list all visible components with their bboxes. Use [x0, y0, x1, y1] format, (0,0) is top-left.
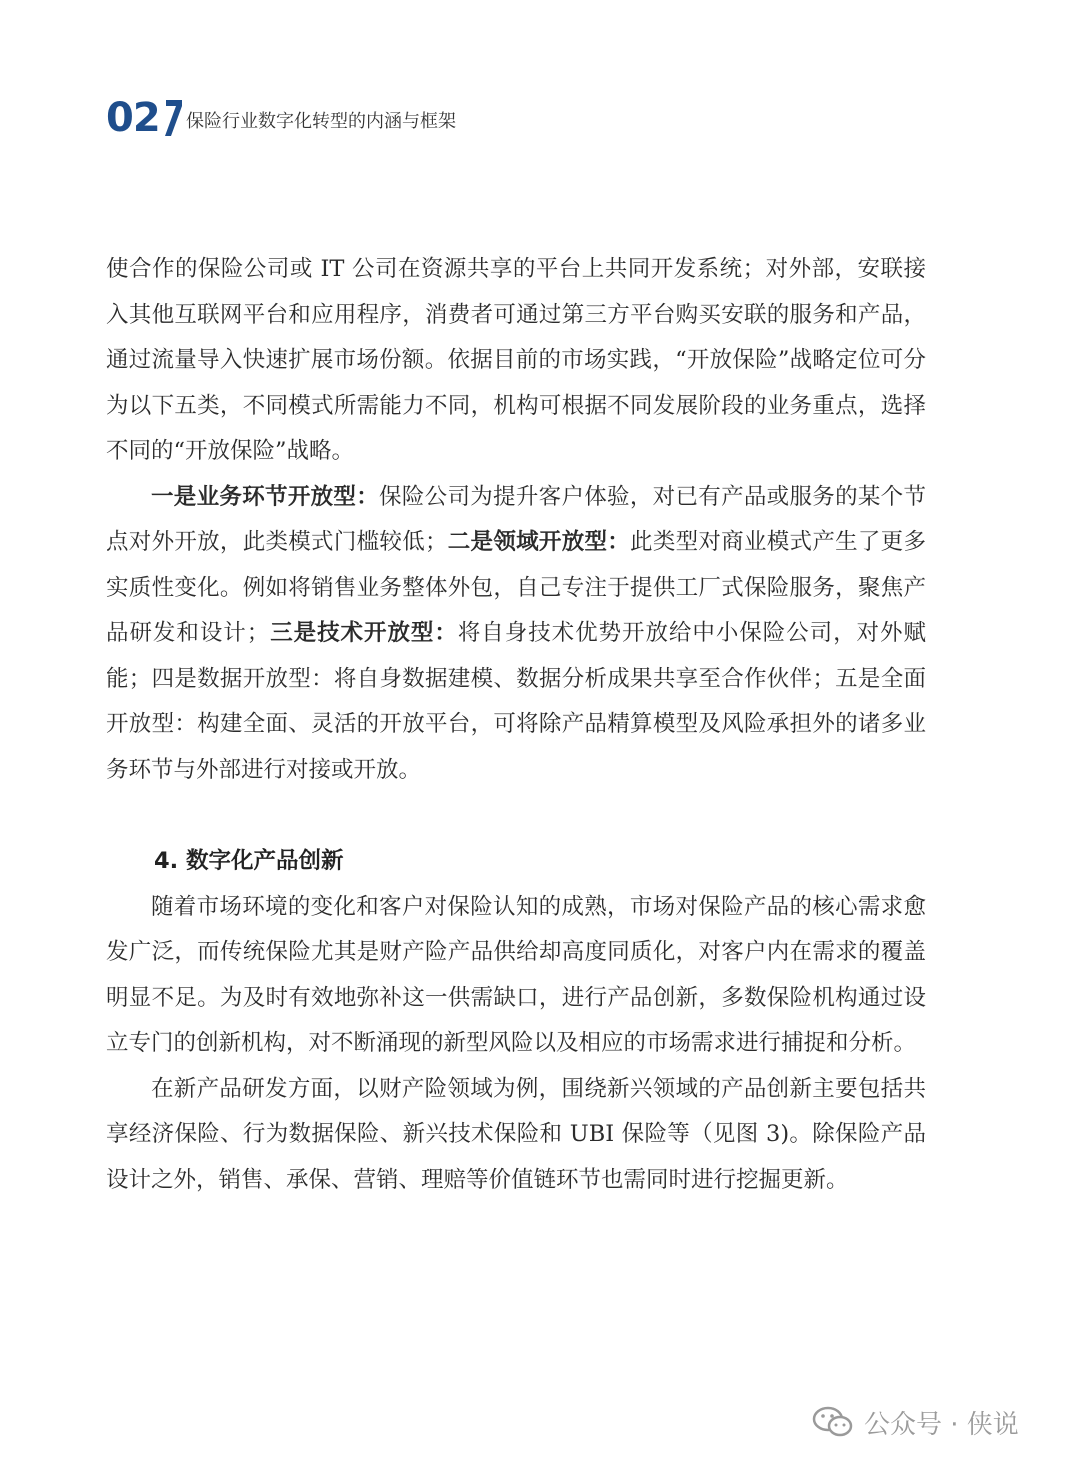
bold-term-2: 二是领域开放型：	[447, 529, 631, 555]
bold-term-3: 三是技术开放型：	[269, 620, 458, 646]
paragraph-2-text-2: 此类型对商业模式产生了更多实质性变化。例如将销售业务整体外包，自己专注于提供工厂式保险服务，聚焦产品研发和设计；	[106, 529, 926, 646]
paragraph-2-text-3: 将自身技术优势开放给中小保险公司，对外赋能；四是数据开放型：将自身数据建模、数据分析成果共享至合作伙伴；五是全面开放型：构建全面、灵活的开放平台，可将除产品精算模型及风险承担外的诸多业务环节与外部进行对接或开放。	[106, 620, 926, 783]
paragraph-1: 使合作的保险公司或 IT 公司在资源共享的平台上共同开发系统；对外部，安联接入其他互联网平台和应用程序，消费者可通过第三方平台购买安联的服务和产品，通过流量导入快速扩展市场份额。依据目前的市场实践，“开放保险”战略定位可分为以下五类，不同模式所需能力不同，机构可根据不同发展阶段的业务重点，选择不同的“开放保险”战略。	[106, 256, 926, 464]
section-heading: 4. 数字化产品创新	[154, 848, 344, 874]
bold-term-1: 一是业务环节开放型：	[151, 483, 380, 510]
watermark-text: 公众号 · 侠说	[864, 1409, 1019, 1440]
paragraph-2-text-1: 保险公司为提升客户体验，对已有产品或服务的某个节点对外开放，此类模式门槛较低；	[106, 483, 926, 555]
chapter-number: 02	[106, 95, 160, 141]
paragraph-2	[106, 475, 926, 794]
paragraph-4: 在新产品研发方面，以财产险领域为例，围绕新兴领域的产品创新主要包括共享经济保险、行为数据保险、新兴技术保险和 UBI 保险等（见图 3)。除保险产品设计之外，销售、承保、营销、理赔等价值链环节也需同时进行挖掘更新。	[106, 1075, 926, 1193]
wechat-icon	[812, 1405, 854, 1439]
paragraph-3: 随着市场环境的变化和客户对保险认知的成熟，市场对保险产品的核心需求愈发广泛，而传统保险尤其是财产险产品供给却高度同质化，对客户内在需求的覆盖明显不足。为及时有效地弥补这一供需缺口，进行产品创新，多数保险机构通过设立专门的创新机构，对不断涌现的新型风险以及相应的市场需求进行捕捉和分析。	[106, 893, 926, 1056]
chapter-slash-icon	[162, 98, 184, 138]
watermark	[812, 1402, 1019, 1442]
chapter-title: 保险行业数字化转型的内涵与框架	[186, 111, 456, 132]
article-body	[106, 247, 926, 1203]
